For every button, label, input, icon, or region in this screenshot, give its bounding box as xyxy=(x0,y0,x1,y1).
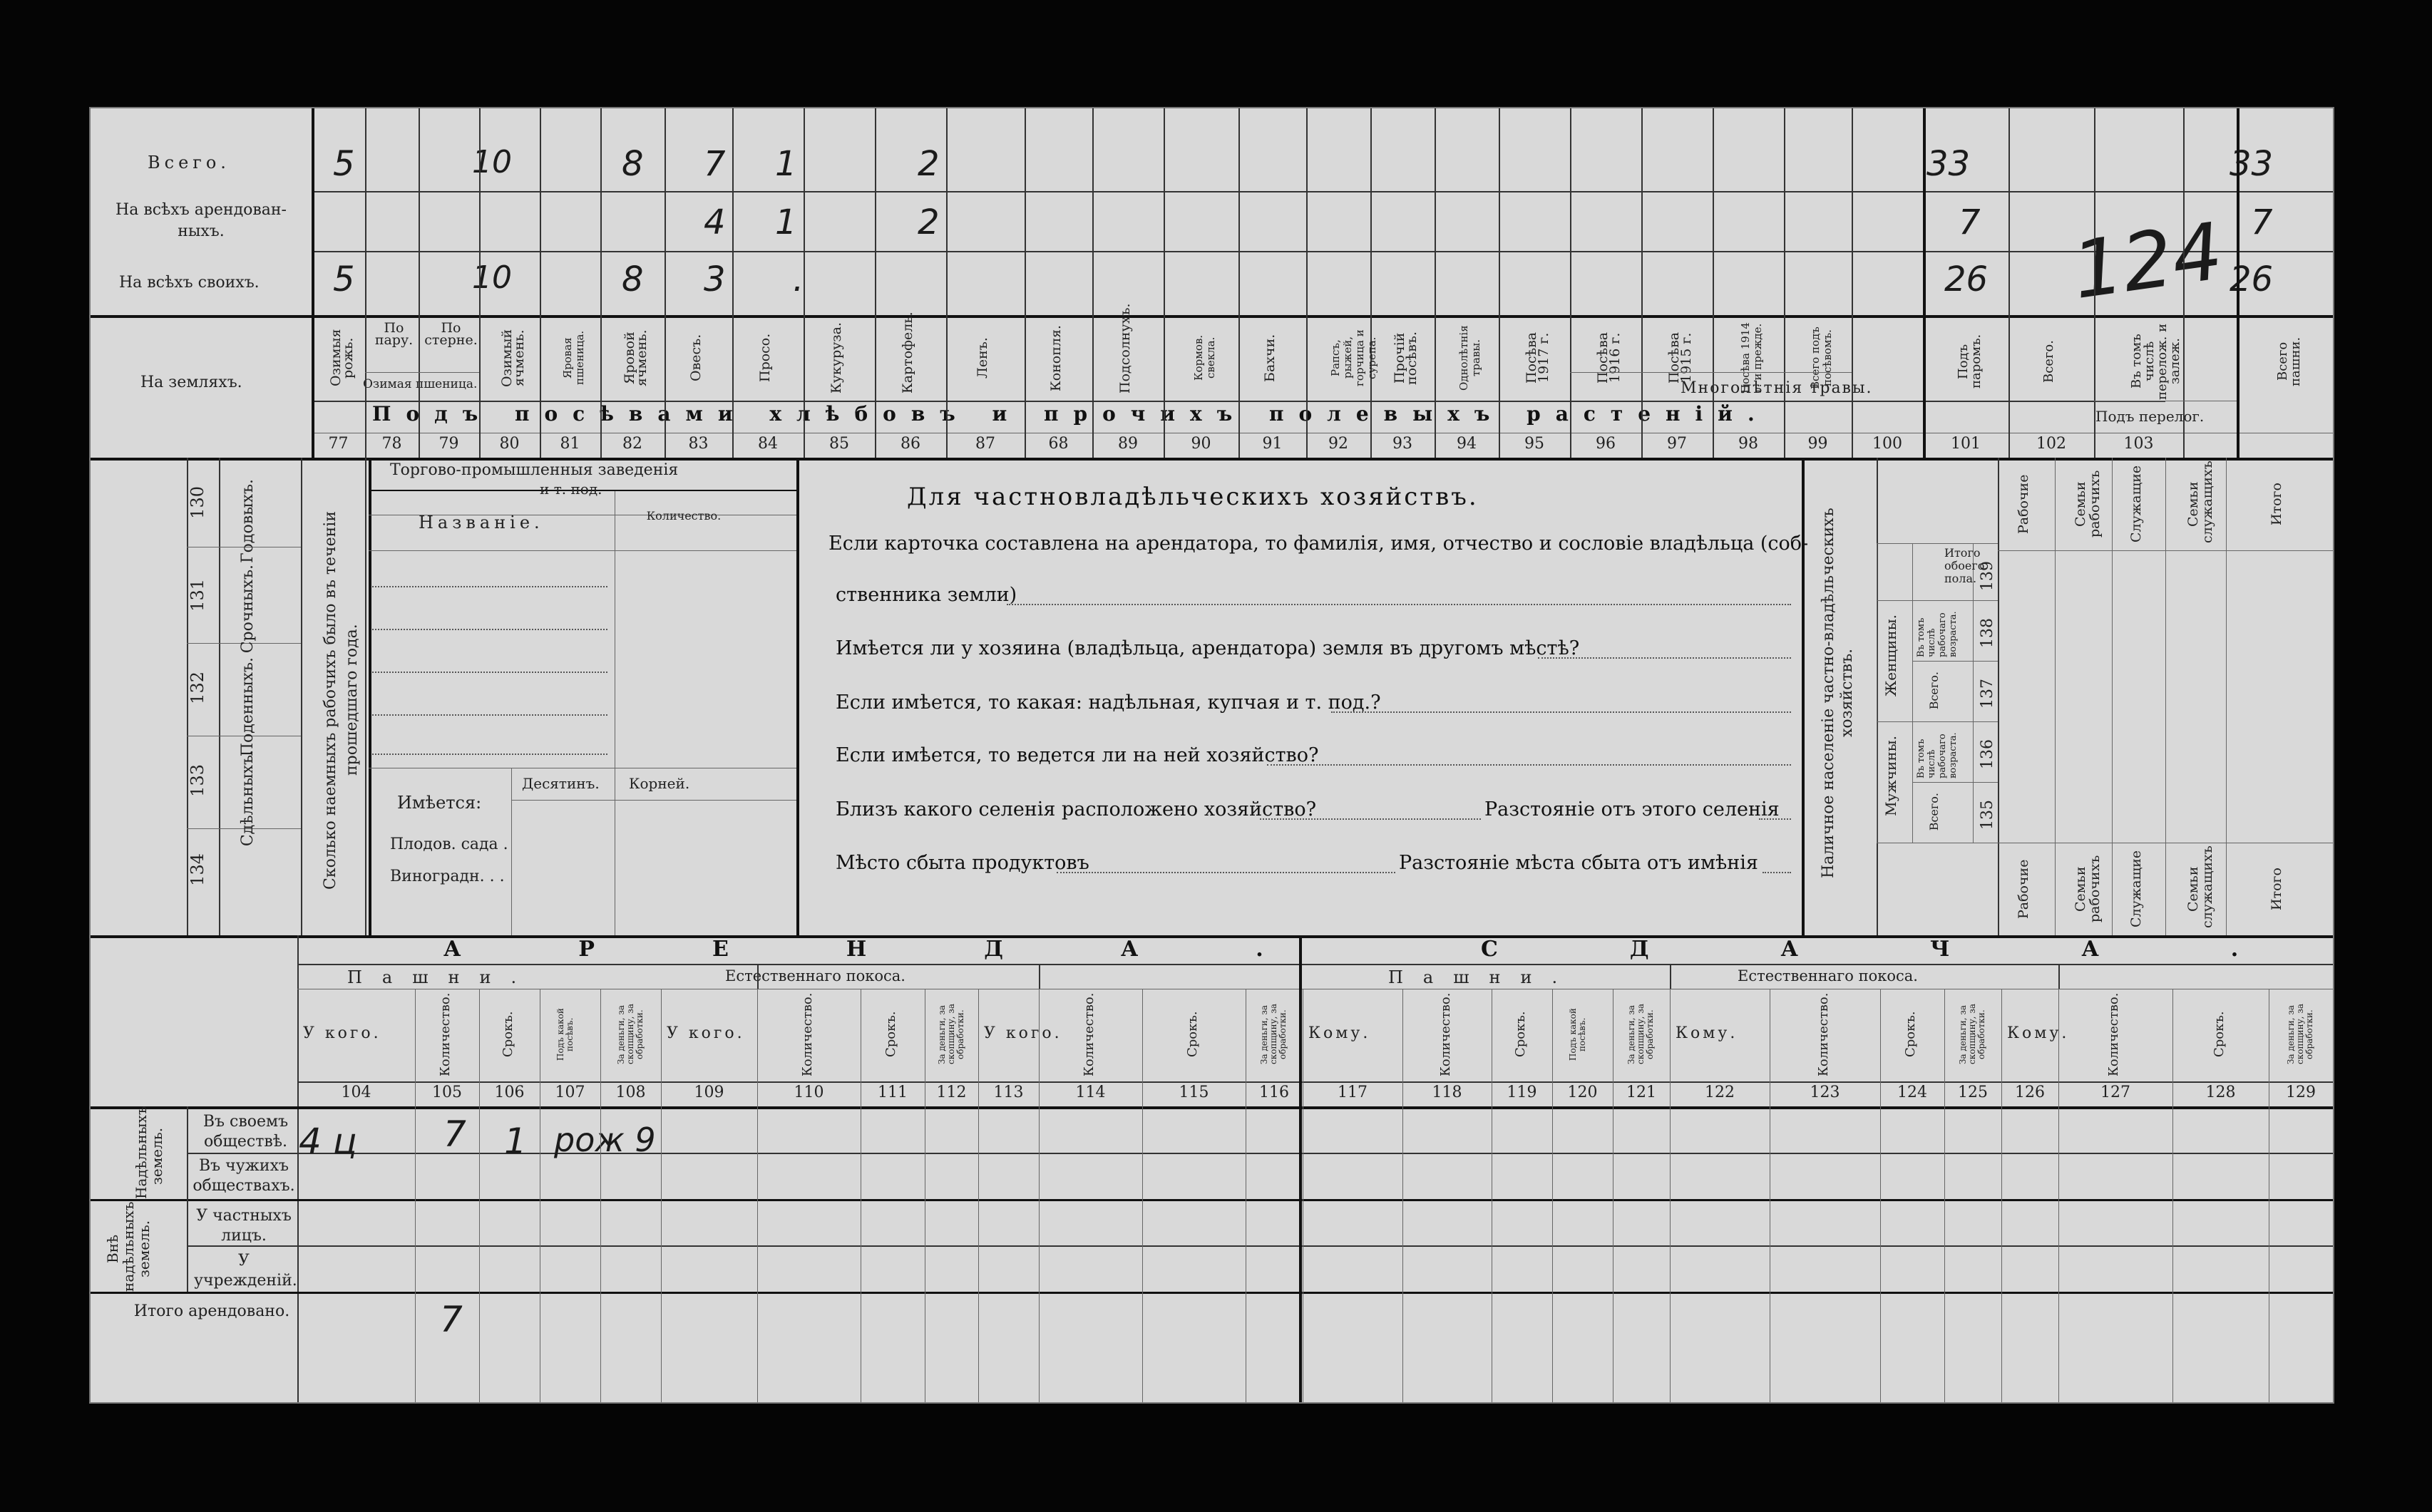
crop-num-79: 79 xyxy=(438,435,459,453)
hw-total-4: 7 xyxy=(704,144,726,184)
winter-wheat-label: Озимая пшеница. xyxy=(363,377,478,391)
rent-num-125: 125 xyxy=(1958,1084,1988,1101)
arenda-banner: АРЕНДА. xyxy=(443,937,1381,962)
has-label: Имѣется: xyxy=(397,793,482,813)
rent-num-124: 124 xyxy=(1897,1084,1927,1101)
crop-col-21: Посѣва 1914 г. и прежде. xyxy=(1739,322,1764,394)
col-130-label: Годовыхъ. xyxy=(239,479,257,563)
crop-col-13: Кормов. свекла. xyxy=(1191,334,1217,381)
rent-head-127: Количество. xyxy=(2106,992,2121,1076)
crop-num-81: 81 xyxy=(560,435,580,453)
rent-num-105: 105 xyxy=(432,1084,462,1101)
hw-rented-5: 7 xyxy=(2251,202,2273,242)
crop-num-87: 87 xyxy=(975,435,995,453)
rent-head-106: Срокъ. xyxy=(500,1011,515,1058)
pop-women-working: Въ томъ числѣ рабочаго возраста. xyxy=(1916,611,1959,657)
hw-total-6: 2 xyxy=(918,144,940,184)
sdacha-pokos: Естественнаго покоса. xyxy=(1738,967,1918,984)
crop-col-7: Просо. xyxy=(757,333,773,383)
workers-head-bot-3: Семьи служащихъ xyxy=(2185,845,2215,928)
pop-num-139: 139 xyxy=(1979,561,1996,591)
rent-num-128: 128 xyxy=(2205,1084,2236,1101)
rent-num-112: 112 xyxy=(936,1084,967,1101)
crop-col-18: Посѣва 1917 г. xyxy=(1524,331,1551,384)
hw-total-1: 5 xyxy=(333,144,355,184)
row-other-societies: Въ чужихъ обществахъ. xyxy=(193,1157,295,1195)
trade-title-1: Торгово-промышленныя заведенія xyxy=(390,461,679,479)
hw-own-1: 5 xyxy=(333,259,355,299)
crop-num-68: 68 xyxy=(1048,435,1069,453)
workers-head-bot-1: Семьи рабочихъ xyxy=(2073,855,2103,923)
rent-head-120: Подъ какой посѣвъ. xyxy=(1567,1008,1587,1061)
qty-head: Количество. xyxy=(646,509,722,523)
crop-num-97: 97 xyxy=(1667,435,1687,453)
crop-num-102: 102 xyxy=(2036,435,2066,453)
row-institutions: У учрежденій. xyxy=(194,1252,297,1290)
crop-num-100: 100 xyxy=(1872,435,1902,453)
name-head: Названіе. xyxy=(419,513,544,533)
crop-col-14: Бахчи. xyxy=(1261,334,1278,382)
crop-num-95: 95 xyxy=(1524,435,1544,453)
hw-rent-3: 1 xyxy=(504,1121,527,1162)
extra-col-3: Всего пашни. xyxy=(2274,336,2303,386)
q5a: Близъ какого селенія расположено хозяйство? xyxy=(836,798,1317,821)
workers-head-top-2: Служащие xyxy=(2128,465,2144,543)
rent-num-119: 119 xyxy=(1507,1084,1537,1101)
crop-num-103: 103 xyxy=(2123,435,2154,453)
workers-head-top-0: Рабочие xyxy=(2016,474,2031,534)
rent-num-111: 111 xyxy=(878,1084,908,1101)
crop-col-19: Посѣва 1916 г. xyxy=(1595,331,1623,384)
rent-head-107: Подъ какой посѣвъ. xyxy=(555,1008,575,1061)
rent-num-114: 114 xyxy=(1075,1084,1106,1101)
rent-head-105: Количество. xyxy=(438,992,453,1076)
rent-num-108: 108 xyxy=(615,1084,646,1101)
sdacha-pashni: Пашни. xyxy=(1388,967,1578,987)
crop-col-20: Посѣва 1915 г. xyxy=(1666,331,1694,384)
hw-own-3: 8 xyxy=(622,259,644,299)
rent-head-115: Срокъ. xyxy=(1184,1011,1200,1058)
pop-num-135: 135 xyxy=(1979,800,1996,830)
rent-head-111: Срокъ. xyxy=(883,1011,898,1058)
rent-head-113: У кого. xyxy=(984,1024,1062,1042)
crop-col-0: Озимыя рожь. xyxy=(327,329,356,387)
hw-rent-1: 4 ц xyxy=(299,1121,357,1162)
pop-total-both: Итого обоего пола. xyxy=(1944,546,1985,585)
pop-women: Женщины. xyxy=(1882,614,1899,697)
rent-head-125: За деньги, за скопщину, за обработки. xyxy=(1958,1004,1986,1065)
crop-col-17: Однолѣтнія травы. xyxy=(1457,325,1482,391)
crop-num-80: 80 xyxy=(499,435,520,453)
crop-num-89: 89 xyxy=(1118,435,1138,453)
hw-total-5: 1 xyxy=(775,144,797,184)
workers-vertical: Сколько наемныхъ рабочихъ было въ теченіи прошедшаго года. xyxy=(322,510,361,890)
sdacha-banner: СДАЧА. xyxy=(1481,937,2371,962)
q4: Если имѣется, то ведется ли на ней хозяйство? xyxy=(836,744,1319,766)
hw-total-7: 33 xyxy=(1926,144,1971,184)
census-card xyxy=(89,107,2371,1404)
rent-head-104: У кого. xyxy=(303,1024,381,1042)
workers-head-bot-2: Служащие xyxy=(2128,850,2144,928)
q1b: ственника земли) xyxy=(836,584,1017,606)
rent-num-123: 123 xyxy=(1810,1084,1840,1101)
rent-num-106: 106 xyxy=(494,1084,525,1101)
crop-col-15: Рапсъ, рыжей, горчица и сурепа. xyxy=(1329,329,1378,386)
crop-num-91: 91 xyxy=(1262,435,1283,453)
rent-head-116: За деньги, за скопщину, за обработки. xyxy=(1259,1004,1288,1065)
rent-head-124: Срокъ. xyxy=(1903,1011,1918,1058)
crop-num-84: 84 xyxy=(758,435,778,453)
pop-num-137: 137 xyxy=(1979,679,1996,709)
crop-num-85: 85 xyxy=(829,435,849,453)
col-132-num: 132 xyxy=(188,672,207,704)
q6a: Мѣсто сбыта продуктовъ xyxy=(836,852,1089,874)
vineyard-label: Виноградн. . . xyxy=(390,868,505,885)
trade-title-2: и т. под. xyxy=(540,480,602,498)
rent-head-123: Количество. xyxy=(1815,992,1831,1076)
pop-num-136: 136 xyxy=(1979,739,1996,769)
workers-head-top-1: Семьи рабочихъ xyxy=(2073,470,2103,538)
hw-own-5: . xyxy=(793,259,804,299)
rent-head-128: Срокъ. xyxy=(2211,1011,2227,1058)
q5b: Разстояніе отъ этого селенія xyxy=(1484,798,1780,821)
crop-num-92: 92 xyxy=(1328,435,1348,453)
hw-total-rented: 7 xyxy=(440,1299,463,1340)
row-label-own: На всѣхъ своихъ. xyxy=(119,274,260,292)
row-label-rented-1: На всѣхъ арендован- xyxy=(116,201,287,219)
crop-num-90: 90 xyxy=(1191,435,1211,453)
col-131-num: 131 xyxy=(188,579,207,612)
crop-num-82: 82 xyxy=(622,435,642,453)
crop-num-93: 93 xyxy=(1392,435,1412,453)
hw-rented-1: 4 xyxy=(704,202,726,242)
crop-num-101: 101 xyxy=(1951,435,1981,453)
pop-num-138: 138 xyxy=(1979,618,1996,648)
crop-col-3: Озимый ячмень. xyxy=(498,329,527,387)
col-131-label: Срочныхъ. xyxy=(239,565,257,654)
extra-col-0: Подъ паромъ. xyxy=(1956,334,1984,389)
crop-col-9: Картофель. xyxy=(900,312,915,394)
hw-total-3: 8 xyxy=(622,144,644,184)
population-vertical: Наличное населеніе частно-владѣльческихъ хозяйствъ. xyxy=(1820,508,1856,878)
crop-num-78: 78 xyxy=(381,435,402,453)
crop-col-2: По стерне. xyxy=(424,320,478,348)
rent-num-113: 113 xyxy=(993,1084,1024,1101)
rent-num-110: 110 xyxy=(794,1084,824,1101)
hw-own-2: 10 xyxy=(472,259,512,296)
rent-num-118: 118 xyxy=(1432,1084,1462,1101)
under-fallow-label: Подъ перелог. xyxy=(2095,408,2205,425)
crop-col-1: По пару. xyxy=(374,320,414,348)
crop-col-22: Всего подъ посѣвомъ. xyxy=(1808,326,1834,389)
row-own-society: Въ своемъ обществѣ. xyxy=(202,1113,289,1151)
crop-num-77: 77 xyxy=(328,435,349,453)
row-group-1: Надѣльныхъ земель. xyxy=(133,1106,165,1199)
col-133-label: Сдѣльныхъ. xyxy=(239,750,257,847)
rent-num-126: 126 xyxy=(2015,1084,2045,1101)
hw-own-4: 3 xyxy=(704,259,726,299)
row-label-rented xyxy=(101,200,301,242)
crop-num-83: 83 xyxy=(688,435,709,453)
crop-num-94: 94 xyxy=(1457,435,1477,453)
crop-col-8: Кукуруза. xyxy=(828,322,844,394)
hw-own-7: 26 xyxy=(2230,259,2274,299)
q3: Если имѣется, то какая: надѣльная, купчая и т. под.? xyxy=(836,691,1381,714)
hw-rented-4: 7 xyxy=(1959,202,1981,242)
arenda-pokos: Естественнаго покоса. xyxy=(725,967,905,984)
perennial-label: Многолѣтнія травы. xyxy=(1681,379,1873,397)
rent-head-121: За деньги, за скопщину, за обработки. xyxy=(1626,1004,1655,1065)
hw-total-8: 33 xyxy=(2230,144,2274,184)
col-133-num: 133 xyxy=(188,764,207,797)
extra-col-2: Въ томъ числѣ перелож. и залеж. xyxy=(2128,323,2182,400)
rent-head-109: У кого. xyxy=(667,1024,745,1042)
row-label-total: Всего. xyxy=(148,153,230,173)
hw-own-6: 26 xyxy=(1944,259,1989,299)
workers-head-top-3: Семьи служащихъ xyxy=(2185,461,2215,543)
rent-head-129: За деньги, за скопщину, за обработки. xyxy=(2286,1004,2314,1065)
crop-col-4: Яровая пшеница. xyxy=(560,330,586,386)
crop-num-98: 98 xyxy=(1738,435,1758,453)
crop-num-96: 96 xyxy=(1596,435,1616,453)
rent-num-117: 117 xyxy=(1338,1084,1368,1101)
rent-head-117: Кому. xyxy=(1308,1024,1371,1042)
roots-label: Корней. xyxy=(629,775,690,792)
rent-head-122: Кому. xyxy=(1676,1024,1738,1042)
crop-num-99: 99 xyxy=(1807,435,1828,453)
rent-num-129: 129 xyxy=(2286,1084,2316,1101)
crop-col-10: Ленъ. xyxy=(975,337,990,379)
q2: Имѣется ли у хозяина (владѣльца, арендатора) земля въ другомъ мѣстѣ? xyxy=(836,637,1580,659)
hw-sheet-number: 124 xyxy=(2067,205,2228,317)
crop-col-11: Конопля. xyxy=(1047,324,1064,391)
workers-head-bot-4: Итого xyxy=(2269,868,2284,910)
desyatin-label: Десятинъ. xyxy=(522,775,600,792)
rent-num-116: 116 xyxy=(1259,1084,1289,1101)
q1a: Если карточка составлена на арендатора, то фамилія, имя, отчество и сословіе владѣльца (соб- xyxy=(828,533,1809,555)
crop-col-12: Подсолнухъ. xyxy=(1117,303,1133,394)
hw-rented-2: 1 xyxy=(775,202,797,242)
rent-head-110: Количество. xyxy=(799,992,815,1076)
orchard-label: Плодов. сада . xyxy=(390,835,508,853)
crop-banner: Подъ посѣвами хлѣбовъ и прочихъ полевыхъ растеній. xyxy=(372,402,1770,426)
q6b: Разстояніе мѣста сбыта отъ имѣнія xyxy=(1399,852,1758,874)
crop-col-5: Яровой ячмень. xyxy=(622,329,650,386)
pop-men-total: Всего. xyxy=(1927,793,1941,831)
rent-num-122: 122 xyxy=(1705,1084,1735,1101)
hw-rent-4: рож 9 xyxy=(554,1121,656,1159)
crop-num-86: 86 xyxy=(901,435,920,453)
pop-men: Мужчины. xyxy=(1882,736,1899,816)
col-130-num: 130 xyxy=(188,486,207,519)
rent-head-118: Количество. xyxy=(1437,992,1453,1076)
rent-head-119: Срокъ. xyxy=(1512,1011,1528,1058)
row-label-rented-2: ныхъ. xyxy=(178,222,225,240)
row-private: У частныхъ лицъ. xyxy=(196,1207,292,1245)
row-group-2: Внѣ надѣльныхъ земель. xyxy=(104,1201,153,1292)
rent-num-107: 107 xyxy=(555,1084,585,1101)
rent-num-109: 109 xyxy=(694,1084,724,1101)
rent-head-112: За деньги, за скопщину, за обработки. xyxy=(936,1004,965,1065)
col-132-label: Поденныхъ. xyxy=(239,657,257,757)
pop-men-working: Въ томъ числѣ рабочаго возраста. xyxy=(1916,732,1959,778)
arenda-pashni: Пашни. xyxy=(347,967,537,987)
row-label-on-lands: На земляхъ. xyxy=(140,374,242,391)
hw-rent-2: 7 xyxy=(443,1114,466,1155)
rent-head-108: За деньги, за скопщину, за обработки. xyxy=(615,1004,645,1065)
workers-head-top-4: Итого xyxy=(2269,483,2284,525)
row-total-rented: Итого арендовано. xyxy=(133,1302,290,1320)
private-form-title: Для частновладѣльческихъ хозяйствъ. xyxy=(907,483,1479,511)
rent-num-127: 127 xyxy=(2100,1084,2130,1101)
rent-num-104: 104 xyxy=(341,1084,371,1101)
col-134-num: 134 xyxy=(188,853,207,886)
rent-num-121: 121 xyxy=(1626,1084,1656,1101)
rent-head-114: Количество. xyxy=(1081,992,1097,1076)
hw-rented-3: 2 xyxy=(918,202,940,242)
rent-num-120: 120 xyxy=(1567,1084,1598,1101)
pop-women-total: Всего. xyxy=(1927,672,1941,710)
extra-col-1: Всего. xyxy=(2041,340,2056,383)
hw-total-2: 10 xyxy=(472,144,512,180)
workers-head-bot-0: Рабочие xyxy=(2016,859,2031,919)
rent-head-126: Кому. xyxy=(2007,1024,2070,1042)
crop-col-6: Овесъ. xyxy=(687,334,704,382)
crop-col-16: Прочій посѣвъ. xyxy=(1392,331,1420,385)
rent-num-115: 115 xyxy=(1179,1084,1209,1101)
